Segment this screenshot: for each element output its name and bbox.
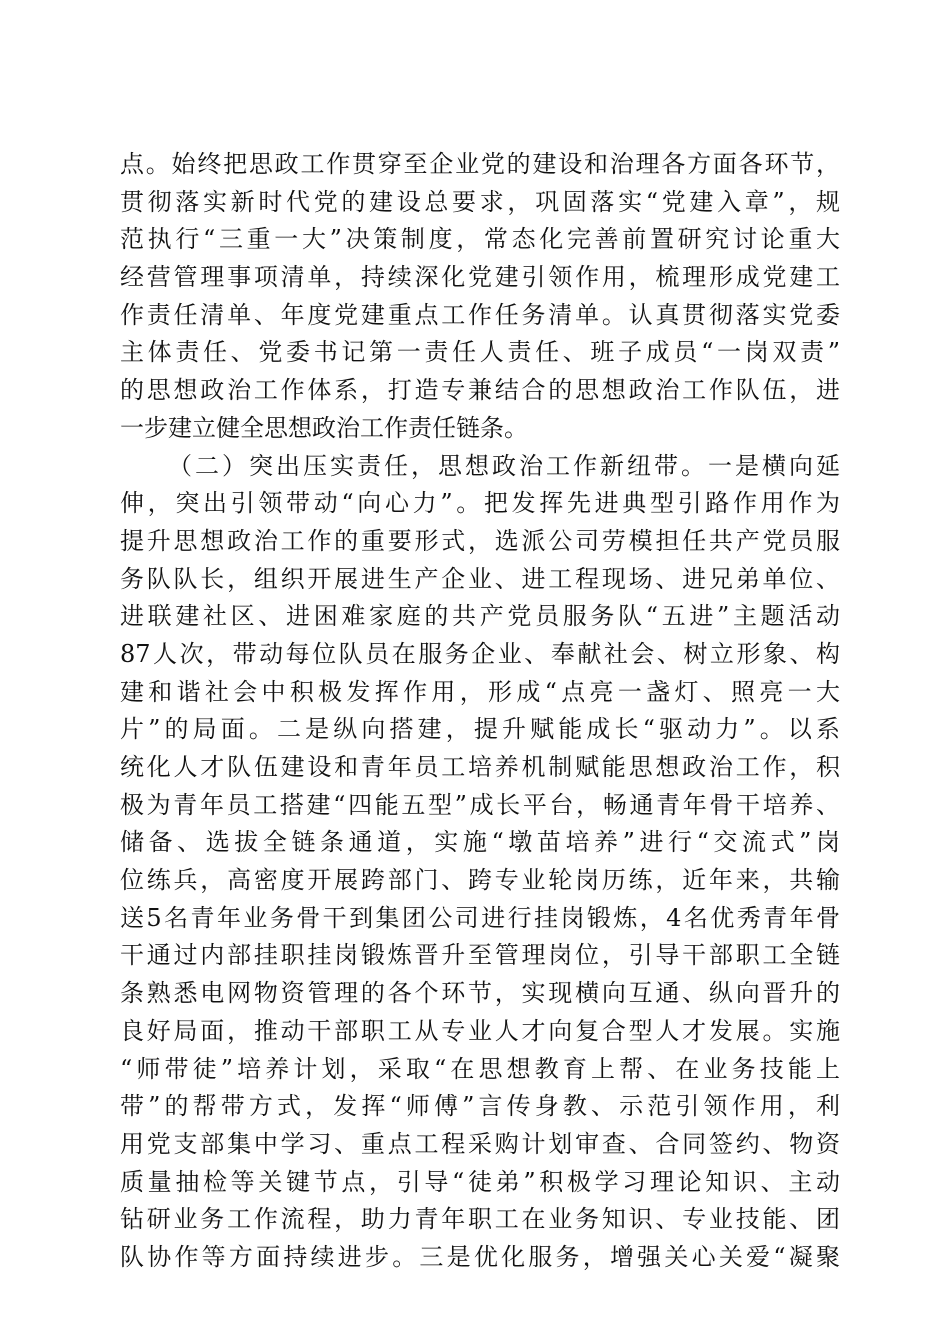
text-line: 作责任清单、年度党建重点工作任务清单。认真贯彻落实党委 xyxy=(120,300,840,329)
text-line: 务队队长，组织开展进生产企业、进工程现场、进兄弟单位、 xyxy=(120,564,840,593)
text-line: 的思想政治工作体系，打造专兼结合的思想政治工作队伍，进 xyxy=(120,376,840,405)
text-line: 经营管理事项清单，持续深化党建引领作用，梳理形成党建工 xyxy=(120,263,840,292)
text-line: 钻研业务工作流程，助力青年职工在业务知识、专业技能、团 xyxy=(120,1205,840,1234)
text-line: 87人次，带动每位队员在服务企业、奉献社会、树立形象、构 xyxy=(120,639,840,668)
text-line: 点。始终把思政工作贯穿至企业党的建设和治理各方面各环节， xyxy=(120,150,840,178)
text-line: 带”的帮带方式，发挥“师傅”言传身教、示范引领作用，利 xyxy=(120,1092,840,1121)
text-line: “师带徒”培养计划，采取“在思想教育上帮、在业务技能上 xyxy=(120,1054,840,1083)
text-line: 贯彻落实新时代党的建设总要求，巩固落实“党建入章”，规 xyxy=(120,187,840,216)
text-line: 储备、选拔全链条通道，实施“墩苗培养”进行“交流式”岗 xyxy=(120,828,840,857)
text-line: 主体责任、党委书记第一责任人责任、班子成员“一岗双责” xyxy=(120,338,840,367)
text-line: 队协作等方面持续进步。三是优化服务，增强关心关爱“凝聚 xyxy=(120,1242,840,1271)
text-line: 质量抽检等关键节点，引导“徒弟”积极学习理论知识、主动 xyxy=(120,1167,840,1196)
text-line: 一步建立健全思想政治工作责任链条。 xyxy=(120,413,528,442)
text-line: 建和谐社会中积极发挥作用，形成“点亮一盏灯、照亮一大 xyxy=(120,677,840,706)
body-text xyxy=(120,146,840,1277)
section-heading-line: （二）突出压实责任，思想政治工作新纽带。一是横向延 xyxy=(168,451,840,480)
text-line: 条熟悉电网物资管理的各个环节，实现横向互通、纵向晋升的 xyxy=(120,979,840,1008)
text-line: 进联建社区、进困难家庭的共产党员服务队“五进”主题活动 xyxy=(120,602,840,631)
text-line: 极为青年员工搭建“四能五型”成长平台，畅通青年骨干培养、 xyxy=(120,790,840,819)
text-line: 范执行“三重一大”决策制度，常态化完善前置研究讨论重大 xyxy=(120,225,840,254)
text-line: 伸，突出引领带动“向心力”。把发挥先进典型引路作用作为 xyxy=(120,489,840,518)
text-line: 统化人才队伍建设和青年员工培养机制赋能思想政治工作，积 xyxy=(120,753,840,781)
text-line: 用党支部集中学习、重点工程采购计划审查、合同签约、物资 xyxy=(120,1129,840,1158)
text-line: 干通过内部挂职挂岗锻炼晋升至管理岗位，引导干部职工全链 xyxy=(120,941,840,970)
text-line: 提升思想政治工作的重要形式，选派公司劳模担任共产党员服 xyxy=(120,526,840,555)
text-line: 片”的局面。二是纵向搭建，提升赋能成长“驱动力”。以系 xyxy=(120,715,840,744)
text-line: 送5名青年业务骨干到集团公司进行挂岗锻炼，4名优秀青年骨 xyxy=(120,903,840,932)
text-line: 位练兵，高密度开展跨部门、跨专业轮岗历练，近年来，共输 xyxy=(120,866,840,895)
text-line: 良好局面，推动干部职工从专业人才向复合型人才发展。实施 xyxy=(120,1016,840,1045)
